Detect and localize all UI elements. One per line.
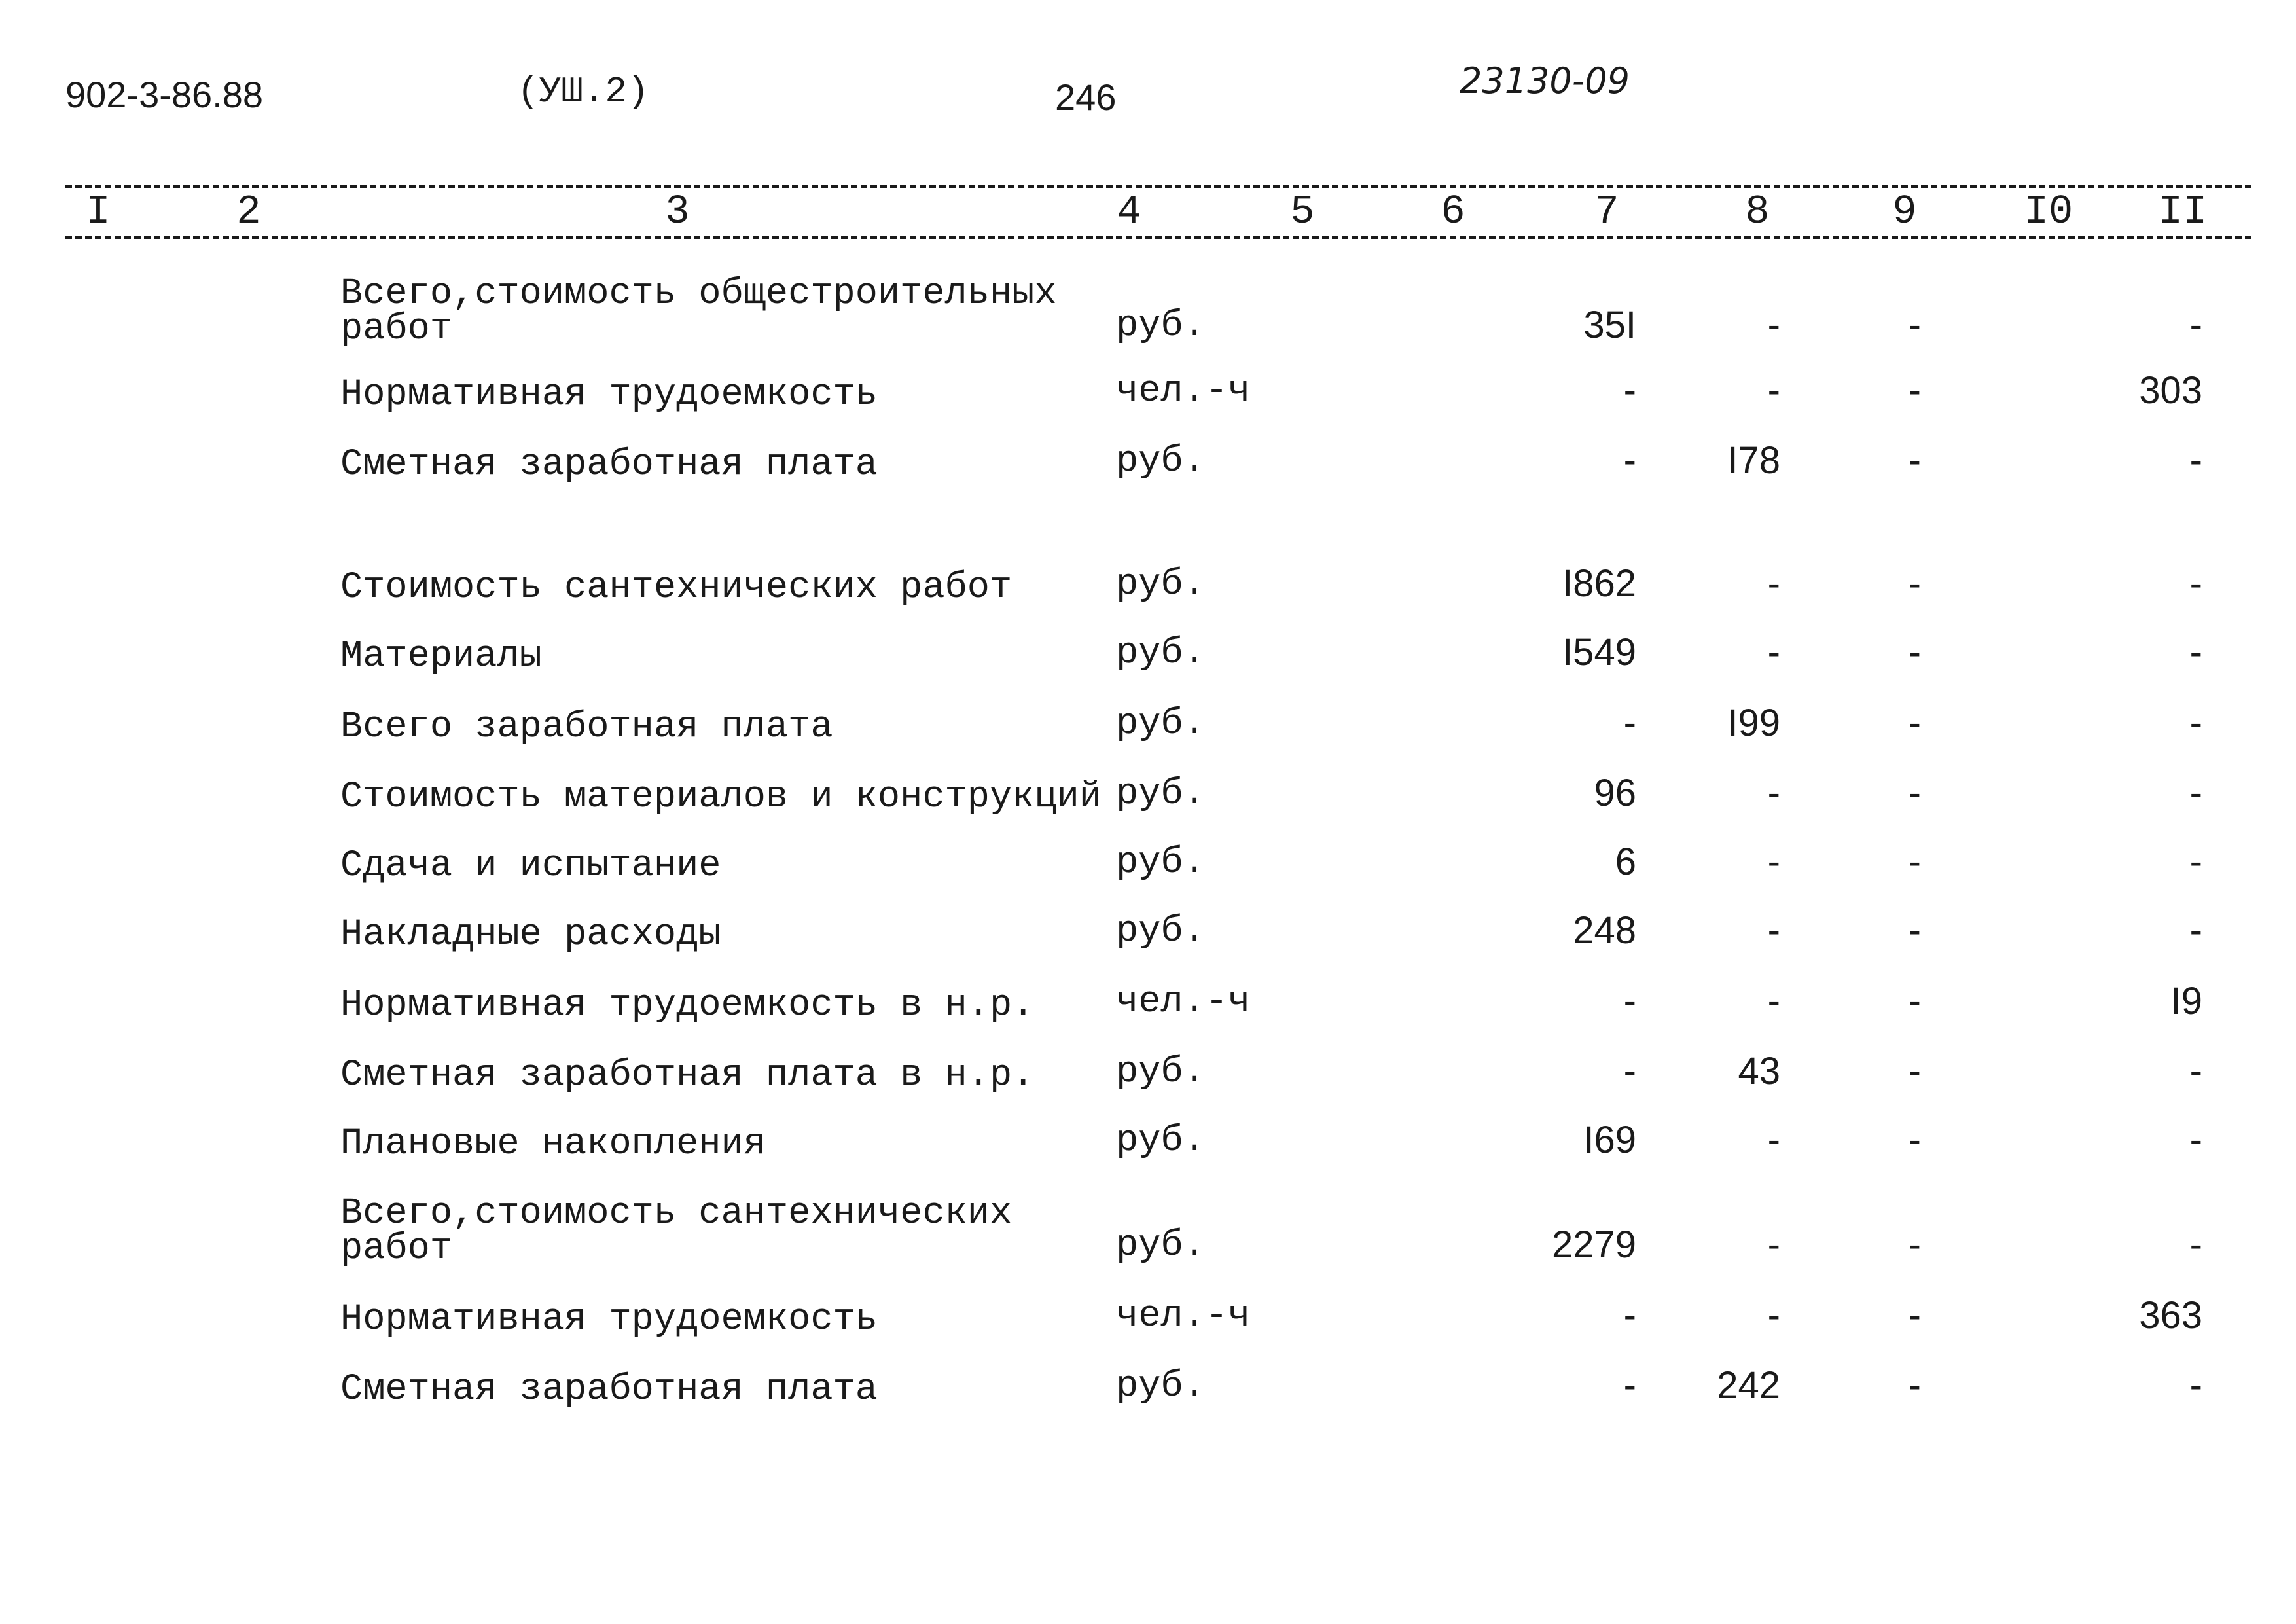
column-number-4: 4: [1117, 189, 1141, 235]
row-name: Стоимость сантехнических работ: [340, 567, 1013, 609]
row-value-col7: -: [1623, 369, 1636, 412]
row-unit: руб.: [1116, 911, 1206, 952]
table-row: [0, 540, 2296, 609]
row-value-col11: -: [2189, 1050, 2202, 1092]
table-row: [0, 818, 2296, 887]
row-name: Сметная заработная плата: [340, 1369, 878, 1411]
row-value-col11: 363: [2139, 1294, 2202, 1337]
row-unit: чел.-ч: [1116, 981, 1251, 1023]
row-unit: руб.: [1116, 441, 1206, 482]
row-value-col11: -: [2189, 562, 2202, 605]
row-unit: руб.: [1116, 1225, 1206, 1267]
row-value-col8: 242: [1717, 1364, 1780, 1407]
table-row: [0, 1272, 2296, 1341]
row-value-col9: -: [1908, 909, 1921, 952]
row-value-col7: I69: [1583, 1119, 1636, 1161]
row-value-col9: -: [1908, 439, 1921, 482]
row-value-col11: -: [2189, 304, 2202, 346]
column-number-9: 9: [1892, 189, 1917, 235]
row-value-col8: -: [1767, 369, 1780, 412]
row-value-col9: -: [1908, 631, 1921, 674]
row-value-col11: -: [2189, 439, 2202, 482]
row-value-col8: -: [1767, 304, 1780, 346]
row-name: Всего,стоимость общестроительных работ: [340, 273, 1057, 350]
row-value-col9: -: [1908, 772, 1921, 814]
row-unit: руб.: [1116, 773, 1206, 815]
row-unit: чел.-ч: [1116, 1295, 1251, 1337]
column-number-6: 6: [1441, 189, 1465, 235]
row-name: Всего,стоимость сантехнических работ: [340, 1193, 1013, 1270]
row-value-col11: -: [2189, 772, 2202, 814]
row-value-col9: -: [1908, 369, 1921, 412]
section-label: (УШ.2): [517, 71, 649, 113]
row-name: Нормативная трудоемкость в н.р.: [340, 984, 1035, 1026]
column-number-3: 3: [665, 189, 690, 235]
row-value-col7: I862: [1562, 562, 1636, 605]
document-code: 902-3-86.88: [65, 74, 264, 115]
row-name: Нормативная трудоемкость: [340, 1299, 878, 1341]
row-value-col9: -: [1908, 1223, 1921, 1266]
row-unit: руб.: [1116, 564, 1206, 605]
row-value-col7: -: [1623, 1294, 1636, 1337]
row-value-col11: -: [2189, 840, 2202, 883]
table-row: [0, 273, 2296, 350]
row-name: Накладные расходы: [340, 914, 721, 956]
table-row: [0, 1193, 2296, 1270]
column-number-1: I: [86, 189, 111, 235]
column-number-10: I0: [2024, 189, 2073, 235]
column-number-11: II: [2158, 189, 2208, 235]
table-row: [0, 417, 2296, 486]
page-number: 246: [1055, 77, 1117, 118]
row-name: Нормативная трудоемкость: [340, 374, 878, 416]
column-number-7: 7: [1594, 189, 1619, 235]
row-value-col7: 35I: [1583, 304, 1636, 346]
row-value-col9: -: [1908, 304, 1921, 346]
row-value-col8: 43: [1738, 1050, 1780, 1092]
table-row: [0, 679, 2296, 748]
row-value-col8: -: [1767, 909, 1780, 952]
table-row: [0, 958, 2296, 1026]
row-value-col9: -: [1908, 562, 1921, 605]
table-row: [0, 749, 2296, 818]
row-value-col7: -: [1623, 980, 1636, 1022]
row-unit: руб.: [1116, 703, 1206, 745]
row-value-col11: -: [2189, 909, 2202, 952]
row-name: Материалы: [340, 636, 542, 677]
table-row: [0, 1028, 2296, 1096]
column-number-2: 2: [236, 189, 261, 235]
row-value-col7: 248: [1573, 909, 1636, 952]
row-name: Сдача и испытание: [340, 845, 721, 887]
row-name: Всего заработная плата: [340, 706, 833, 748]
row-unit: руб.: [1116, 305, 1206, 347]
table-top-rule: [65, 185, 2251, 188]
row-value-col11: -: [2189, 1119, 2202, 1161]
table-row: [0, 1342, 2296, 1411]
row-value-col7: 2279: [1551, 1223, 1636, 1266]
row-value-col9: -: [1908, 1119, 1921, 1161]
row-name: Сметная заработная плата: [340, 444, 878, 486]
row-value-col7: 96: [1594, 772, 1636, 814]
row-value-col8: -: [1767, 840, 1780, 883]
row-name: Сметная заработная плата в н.р.: [340, 1055, 1035, 1096]
row-value-col8: -: [1767, 772, 1780, 814]
row-value-col7: -: [1623, 1364, 1636, 1407]
row-value-col11: -: [2189, 631, 2202, 674]
row-value-col7: -: [1623, 1050, 1636, 1092]
row-unit: чел.-ч: [1116, 370, 1251, 412]
row-value-col9: -: [1908, 1364, 1921, 1407]
row-unit: руб.: [1116, 632, 1206, 674]
row-value-col9: -: [1908, 840, 1921, 883]
row-value-col8: -: [1767, 980, 1780, 1022]
row-value-col7: -: [1623, 702, 1636, 744]
column-number-8: 8: [1745, 189, 1770, 235]
row-unit: руб.: [1116, 1120, 1206, 1162]
row-value-col9: -: [1908, 1294, 1921, 1337]
row-value-col7: -: [1623, 439, 1636, 482]
table-row: [0, 1096, 2296, 1165]
row-value-col11: -: [2189, 1364, 2202, 1407]
row-value-col11: -: [2189, 1223, 2202, 1266]
table-row: [0, 609, 2296, 677]
row-value-col9: -: [1908, 980, 1921, 1022]
row-value-col9: -: [1908, 702, 1921, 744]
inventory-number: 23130-09: [1460, 60, 1630, 101]
row-value-col8: -: [1767, 562, 1780, 605]
row-name: Стоимость материалов и конструкций: [340, 776, 1102, 818]
column-number-5: 5: [1290, 189, 1315, 235]
row-value-col8: -: [1767, 1223, 1780, 1266]
row-value-col8: -: [1767, 1294, 1780, 1337]
row-unit: руб.: [1116, 1365, 1206, 1407]
row-value-col7: 6: [1615, 840, 1636, 883]
row-value-col8: -: [1767, 631, 1780, 674]
row-value-col11: 303: [2139, 369, 2202, 412]
row-unit: руб.: [1116, 842, 1206, 884]
row-value-col9: -: [1908, 1050, 1921, 1092]
row-unit: руб.: [1116, 1051, 1206, 1093]
row-value-col8: -: [1767, 1119, 1780, 1161]
row-value-col11: -: [2189, 702, 2202, 744]
row-value-col8: I78: [1727, 439, 1780, 482]
row-value-col8: I99: [1727, 702, 1780, 744]
row-value-col11: I9: [2170, 980, 2202, 1022]
table-header-rule: [65, 236, 2251, 239]
table-row: [0, 347, 2296, 416]
row-value-col7: I549: [1562, 631, 1636, 674]
row-name: Плановые накопления: [340, 1123, 766, 1165]
table-row: [0, 887, 2296, 956]
